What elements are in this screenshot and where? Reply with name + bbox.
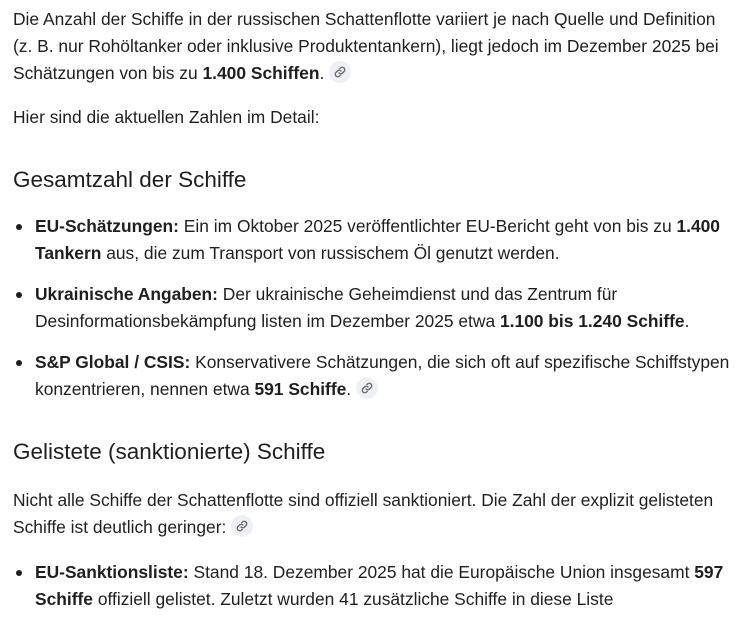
list-item: [13, 281, 735, 335]
lead-paragraph: Hier sind die aktuellen Zahlen im Detail:: [13, 107, 320, 127]
item-label: Ukrainische Angaben:: [35, 284, 218, 304]
item-label: EU-Schätzungen:: [35, 216, 179, 236]
item-text-end: offiziell gelistet. Zuletzt wurden 41 zusätzliche Schiffe in diese Liste: [92, 589, 614, 609]
list-item: [13, 213, 735, 267]
link-icon: [334, 66, 346, 78]
item-text: Der ukrainische Geheimdienst und das Zentrum für Desinformationsbekämpfung listen im Dezember 2025 etwa: [35, 284, 618, 331]
item-text: Stand 18. Dezember 2025 hat die Europäische Union insgesamt: [188, 562, 695, 582]
item-highlight: 591 Schiffe: [254, 379, 347, 399]
item-text-end: aus, die zum Transport von russischem Öl genutzt werden.: [101, 243, 560, 263]
item-text: Konservativere Schätzungen, die sich oft auf spezifische Schiffstypen konzentrieren, nennen etwa: [35, 352, 730, 399]
item-text-end: .: [684, 311, 690, 331]
intro-paragraph: [13, 6, 735, 87]
source-link-button[interactable]: [356, 377, 378, 399]
link-icon: [236, 520, 248, 532]
heading-total-ships: Gesamtzahl der Schiffe: [13, 167, 247, 192]
listed-lead-text: Nicht alle Schiffe der Schattenflotte sind offiziell sanktioniert. Die Zahl der explizit gelisteten Schiffe ist deutlich geringer:: [13, 490, 714, 537]
intro-text: Die Anzahl der Schiffe in der russischen Schattenflotte variiert je nach Quelle und Definition (z. B. nur Rohöltanker oder inklusive Produktentankern), liegt jedoch im Dezember 2025 bei Schätzungen von bis zu: [13, 9, 719, 83]
item-text-end: .: [346, 379, 352, 399]
listed-ships-list: [13, 559, 735, 613]
list-item: [13, 349, 735, 403]
listed-lead-paragraph: [13, 487, 735, 541]
intro-highlight: 1.400 Schiffen: [202, 63, 320, 83]
source-link-button[interactable]: [231, 515, 253, 537]
response-content: [13, 6, 735, 613]
item-label: EU-Sanktionsliste:: [35, 562, 189, 582]
item-highlight: 597 Schiffe: [35, 562, 724, 609]
item-highlight: 1.100 bis 1.240 Schiffe: [499, 311, 685, 331]
item-highlight: 1.400 Tankern: [35, 216, 720, 263]
item-text: Ein im Oktober 2025 veröffentlichter EU-Bericht geht von bis zu: [178, 216, 677, 236]
heading-listed-ships: Gelistete (sanktionierte) Schiffe: [13, 439, 326, 464]
intro-text-end: .: [319, 63, 325, 83]
total-ships-list: [13, 213, 735, 403]
source-link-button[interactable]: [329, 61, 351, 83]
list-item: [13, 559, 735, 613]
link-icon: [361, 382, 373, 394]
item-label: S&P Global / CSIS:: [35, 352, 191, 372]
